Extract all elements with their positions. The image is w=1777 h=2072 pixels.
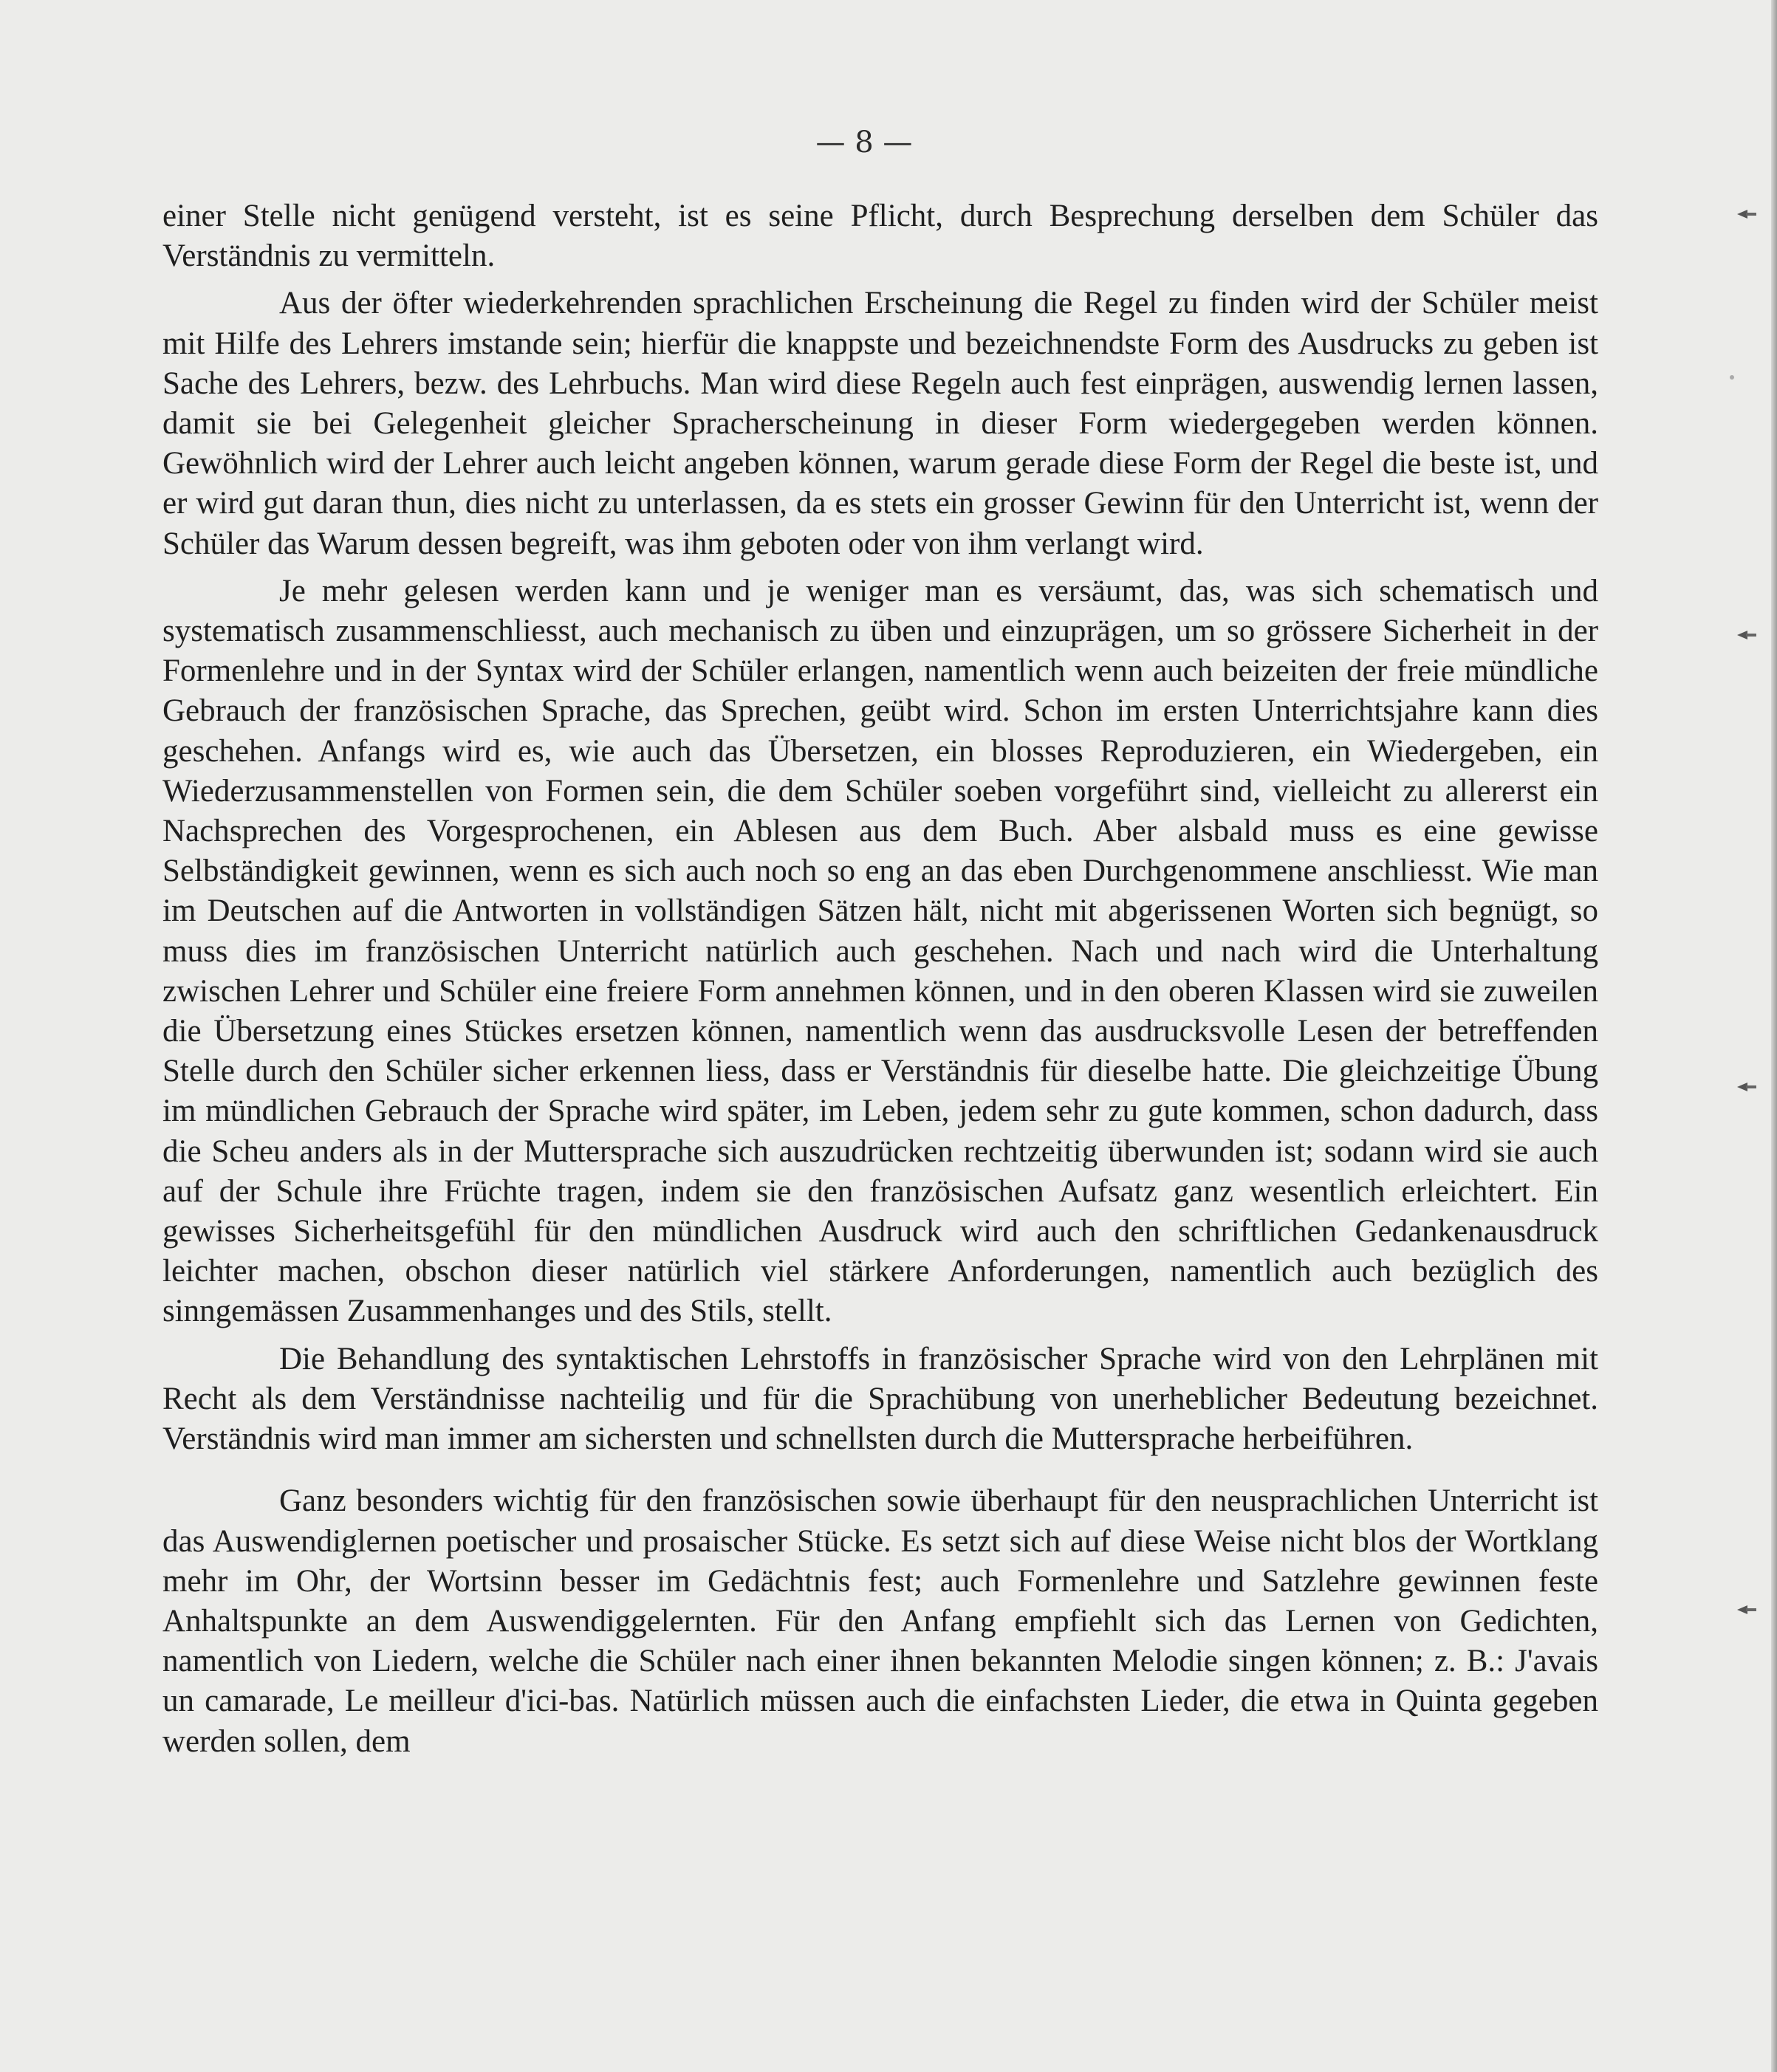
- paragraph-4: Die Behandlung des syntaktischen Lehrstoffs in französischer Sprache wird von den Lehrplänen mit Recht als dem Verständnisse nachteilig und für die Sprachübung von unerheblicher Bedeutung bezeichnet. Verständnis wird man immer am sichersten und schnellsten durch die Muttersprache herbeiführen.: [162, 1341, 1598, 1457]
- margin-arrow-icon: [1737, 1605, 1756, 1614]
- margin-arrow-icon: [1737, 1083, 1756, 1091]
- page-number: — 8 —: [815, 126, 913, 159]
- page-edge: [1771, 0, 1777, 2072]
- paragraph-2: Aus der öfter wiederkehrenden sprachlichen Erscheinung die Regel zu finden wird der Schüler meist mit Hilfe des Lehrers imstande sein; hierfür die knappste und bezeichnendste Form des Ausdrucks zu geben ist Sache des Lehrers, bezw. des Lehrbuchs. Man wird diese Regeln auch fest einprägen, auswendig lernen lassen, damit sie bei Gelegenheit gleicher Spracherscheinung in dieser Form wiedergegeben werden können. Gewöhnlich wird der Lehrer auch leicht angeben können, warum gerade diese Form der Regel die beste ist, und er wird gut daran thun, dies nicht zu unterlassen, da es stets ein grosser Gewinn für den Unterricht ist, wenn der Schüler das Warum dessen begreift, was ihm geboten oder von ihm verlangt wird.: [162, 286, 1598, 561]
- margin-arrow-icon: [1737, 631, 1756, 639]
- paragraph-1: einer Stelle nicht genügend versteht, ist es seine Pflicht, durch Besprechung derselben dem Schüler das Verständnis zu vermitteln.: [162, 199, 1598, 274]
- margin-arrow-icon: [1737, 210, 1756, 219]
- paragraph-3: Je mehr gelesen werden kann und je weniger man es versäumt, das, was sich schematisch und systematisch zusammenschliesst, auch mechanisch zu üben und einzuprägen, um so grössere Sicherheit in der Formenlehre und in der Syntax wird der Schüler erlangen, namentlich wenn auch beizeiten der freie mündliche Gebrauch der französischen Sprache, das Sprechen, geübt wird. Schon im ersten Unterrichtsjahre kann dies geschehen. Anfangs wird es, wie auch das Übersetzen, ein blosses Reproduzieren, ein Wiedergeben, ein Wiederzusammenstellen von Formen sein, die dem Schüler soeben vorgeführt sind, vielleicht zu allererst ein Nachsprechen des Vorgesprochenen, ein Ablesen aus dem Buch. Aber alsbald muss es eine gewisse Selbständigkeit gewinnen, wenn es sich auch noch so eng an das eben Durchgenommene anschliesst. Wie man im Deutschen auf die Antworten in vollständigen Sätzen hält, nicht mit abgerissenen Worten sich begnügt, so muss dies im französischen Unterricht natürlich auch geschehen. Nach und nach wird die Unterhaltung zwischen Lehrer und Schüler eine freiere Form annehmen können, und in den oberen Klassen wird sie zuweilen die Übersetzung eines Stückes ersetzen können, namentlich wenn das ausdrucksvolle Lesen der betreffenden Stelle durch den Schüler sicher erkennen liess, dass er Verständnis für dieselbe hatte. Die gleichzeitige Übung im mündlichen Gebrauch der Sprache wird später, im Leben, jedem sehr zu gute kommen, schon dadurch, dass die Scheu anders als in der Muttersprache sich auszudrücken rechtzeitig überwunden ist; sodann wird sie auch auf der Schule ihre Früchte tragen, indem sie den französischen Aufsatz ganz wesentlich erleichtert. Ein gewisses Sicherheitsgefühl für den mündlichen Ausdruck wird auch den schriftlichen Gedankenausdruck leichter machen, obschon dieser natürlich viel stärkere Anforderungen, namentlich auch bezüglich des sinngemässen Zusammenhanges und des Stils, stellt.: [162, 573, 1598, 1329]
- body-text: [162, 196, 1598, 1762]
- paragraph-5: Ganz besonders wichtig für den französischen sowie überhaupt für den neusprachlichen Unterricht ist das Auswendiglernen poetischer und prosaischer Stücke. Es setzt sich auf diese Weise nicht blos der Wortklang mehr im Ohr, der Wortsinn besser im Gedächtnis fest; auch Formenlehre und Satzlehre gewinnen feste Anhaltspunkte an dem Auswendiggelernten. Für den Anfang empfiehlt sich das Lernen von Gedichten, namentlich von Liedern, welche die Schüler nach einer ihnen bekannten Melodie singen können; z. B.: J'avais un camarade, Le meilleur d'ici-bas. Natürlich müssen auch die einfachsten Lieder, die etwa in Quinta gegeben werden sollen, dem: [162, 1483, 1598, 1759]
- margin-dot: [1730, 375, 1734, 380]
